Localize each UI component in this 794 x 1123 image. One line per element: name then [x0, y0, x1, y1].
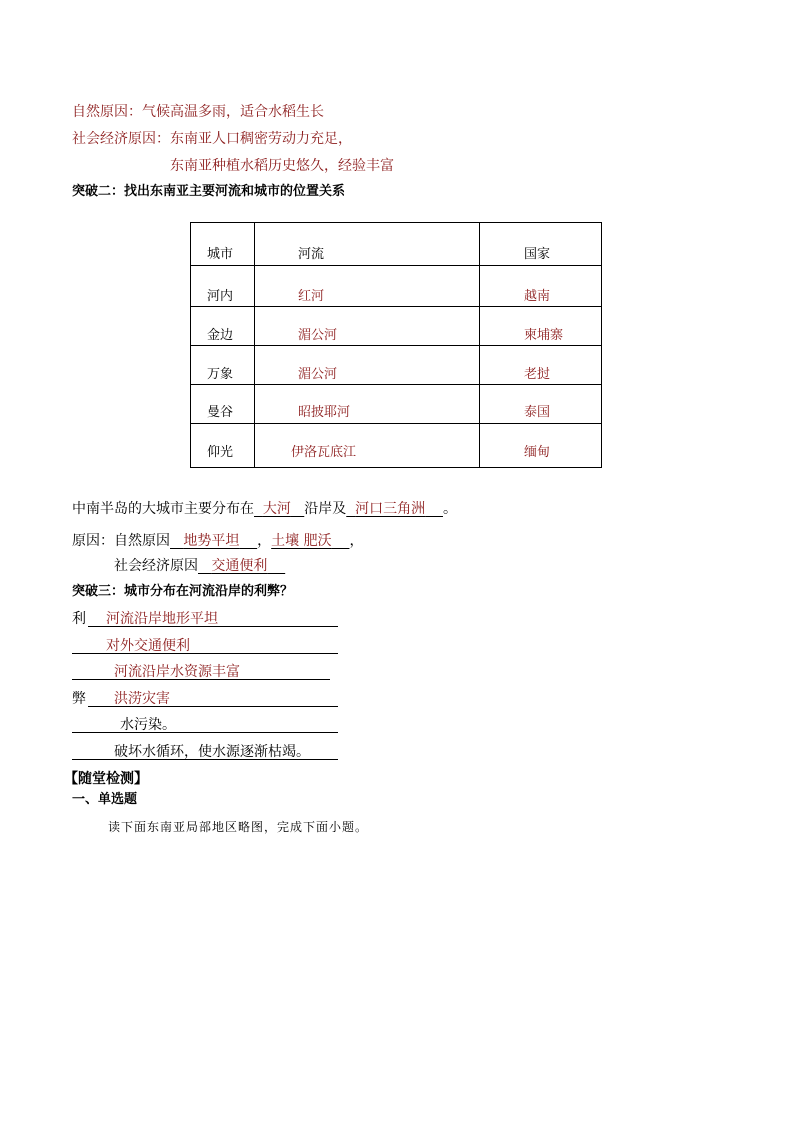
- reason-line-prefix: 原因：自然原因: [72, 533, 170, 549]
- table-cell-country: 柬埔寨: [524, 328, 564, 343]
- cons-label: 弊: [72, 691, 86, 707]
- reason-line-suffix: ，: [349, 533, 364, 549]
- pros-item: 河流沿岸水资源丰富: [114, 664, 240, 680]
- blank-answer-soil: 土壤 肥沃: [271, 533, 332, 549]
- instruction-text: 读下面东南亚局部地区略图，完成下面小题。: [108, 820, 369, 834]
- social-line: [114, 558, 285, 574]
- table-cell-city: 河内: [207, 289, 234, 304]
- cons-item: 洪涝灾害: [114, 691, 170, 707]
- table-cell-city: 金边: [207, 328, 234, 343]
- section-one-heading: 一、单选题: [72, 792, 138, 807]
- pros-item: 对外交通便利: [106, 638, 190, 654]
- table-cell-country: 泰国: [524, 405, 551, 420]
- table-header-river: 河流: [298, 247, 325, 262]
- social-reason-text-2: 东南亚种植水稻历史悠久，经验丰富: [170, 158, 394, 174]
- natural-reason-text: 自然原因：气候高温多雨，适合水稻生长: [72, 104, 324, 120]
- city-river-country-table: [190, 222, 602, 468]
- table-cell-river: 红河: [298, 289, 325, 304]
- table-header-country: 国家: [524, 247, 551, 262]
- reason-line-separator: ，: [257, 533, 272, 549]
- quiz-title: 【随堂检测】: [64, 771, 148, 787]
- table-cell-city: 曼谷: [207, 405, 234, 420]
- table-cell-country: 缅甸: [524, 445, 551, 460]
- blank-answer-delta: 河口三角洲: [355, 501, 426, 517]
- table-cell-river: 伊洛瓦底江: [291, 445, 357, 460]
- table-cell-country: 越南: [524, 289, 551, 304]
- blank-answer-terrain: 地势平坦: [183, 533, 240, 549]
- cons-item: 水污染。: [120, 717, 176, 733]
- breakthrough-3-title: 突破三：城市分布在河流沿岸的利弊？: [72, 584, 294, 599]
- reason-line: [72, 533, 363, 549]
- answer-underline: [72, 732, 338, 733]
- table-cell-country: 老挝: [524, 367, 551, 382]
- table-divider: [191, 345, 601, 346]
- social-reason-text-1: 社会经济原因：东南亚人口稠密劳动力充足，: [72, 131, 352, 147]
- blank-answer-big-river: 大河: [262, 501, 291, 517]
- table-cell-river: 湄公河: [298, 367, 338, 382]
- cities-sentence-suffix: 。: [442, 501, 457, 517]
- social-line-prefix: 社会经济原因: [114, 558, 198, 574]
- breakthrough-2-title: 突破二：找出东南亚主要河流和城市的位置关系: [72, 184, 346, 199]
- table-divider: [191, 265, 601, 266]
- table-cell-river: 昭披耶河: [298, 405, 351, 420]
- table-header-city: 城市: [207, 247, 234, 262]
- table-divider: [191, 384, 601, 385]
- table-cell-river: 湄公河: [298, 328, 338, 343]
- table-divider: [191, 306, 601, 307]
- pros-label: 利: [72, 611, 86, 627]
- table-cell-city: 仰光: [207, 445, 234, 460]
- cities-sentence-prefix: 中南半岛的大城市主要分布在: [72, 501, 254, 517]
- cities-sentence: [72, 501, 457, 517]
- blank-answer-transport: 交通便利: [211, 558, 268, 574]
- table-divider: [191, 423, 601, 424]
- cities-sentence-middle: 沿岸及: [304, 501, 347, 517]
- cons-item: 破坏水循环，使水源逐渐枯竭。: [114, 744, 310, 760]
- table-cell-city: 万象: [207, 367, 234, 382]
- pros-item: 河流沿岸地形平坦: [106, 611, 218, 627]
